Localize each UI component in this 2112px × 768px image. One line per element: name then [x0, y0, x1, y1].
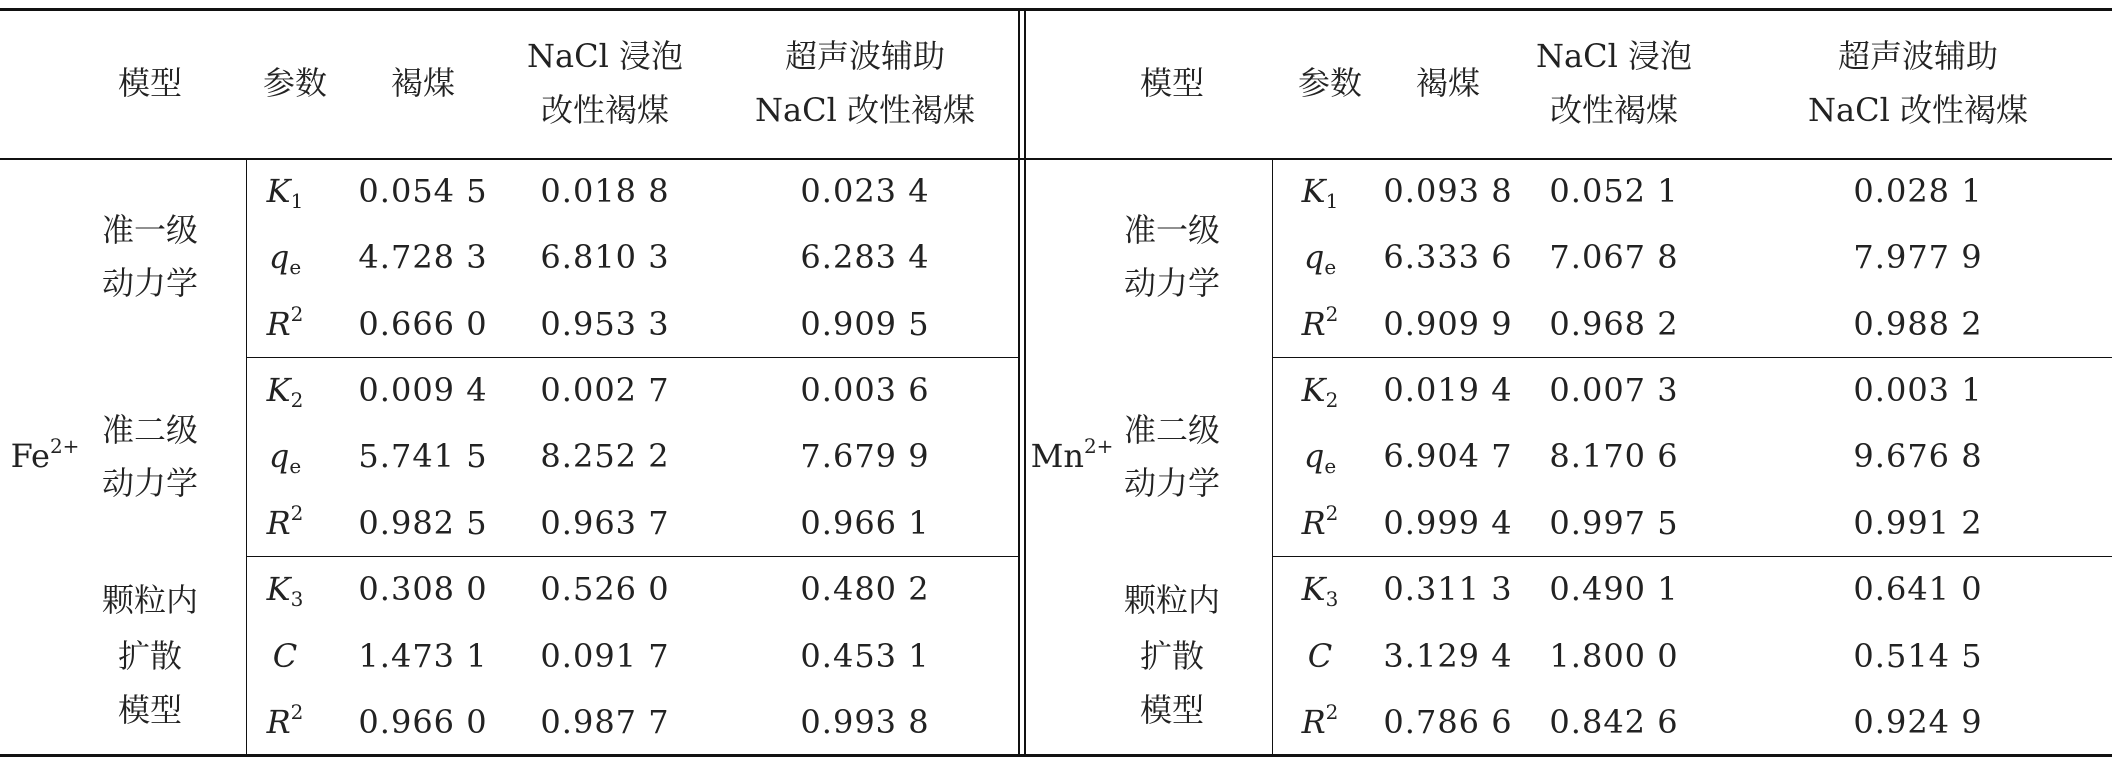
mn-param-1-symbol: q [1303, 238, 1325, 276]
fe-lignite-8: 0.966 0 [358, 703, 488, 741]
fe-param-3 [267, 370, 304, 410]
mn-param-2-sup: 2 [1325, 302, 1339, 326]
fe-lignite-5: 0.982 5 [358, 504, 488, 542]
mn-param-8 [1302, 702, 1339, 742]
mn-us-7: 0.514 5 [1853, 637, 1983, 675]
fe-param-5 [267, 503, 304, 543]
mn-lignite-8: 0.786 6 [1383, 703, 1513, 741]
mn-us-1: 7.977 9 [1853, 238, 1983, 276]
mn-param-4-symbol: q [1303, 437, 1325, 475]
fe-nacl-2: 0.953 3 [540, 305, 670, 343]
fe-param-1-symbol: q [268, 238, 290, 276]
mn-param-8-symbol: R [1301, 703, 1326, 741]
fe-model-ipd-3: 模型 [117, 691, 183, 729]
fe-us-7: 0.453 1 [800, 637, 930, 675]
mn-header-nacl-2: 改性褐煤 [1549, 91, 1679, 129]
fe-param-2-sup: 2 [290, 302, 304, 326]
mn-param-7: C [1307, 637, 1333, 675]
top-rule [0, 8, 2112, 11]
fe-us-4: 7.679 9 [800, 437, 930, 475]
mn-param-6-sub: 3 [1325, 587, 1339, 611]
mn-header-us-2: NaCl 改性褐煤 [1808, 91, 2028, 129]
mn-group-rule-1 [1272, 357, 2112, 358]
fe-nacl-0: 0.018 8 [540, 172, 670, 210]
mn-nacl-3: 0.007 3 [1549, 371, 1679, 409]
fe-param-8-sup: 2 [290, 700, 304, 724]
mn-model-pso-1: 准二级 [1123, 411, 1221, 449]
mn-model-pfo-2: 动力学 [1123, 264, 1221, 302]
fe-param-6-sub: 3 [290, 587, 304, 611]
mn-us-2: 0.988 2 [1853, 305, 1983, 343]
mn-nacl-0: 0.052 1 [1549, 172, 1679, 210]
fe-param-8 [267, 702, 304, 742]
center-divider-2 [1024, 8, 1026, 756]
fe-group-rule-2 [246, 556, 1018, 557]
fe-param-4-sub: e [289, 454, 302, 478]
fe-param-7: C [272, 637, 298, 675]
fe-model-pso-1: 准二级 [101, 411, 199, 449]
fe-header-us-1: 超声波辅助 [784, 37, 946, 75]
fe-lignite-0: 0.054 5 [358, 172, 488, 210]
fe-model-ipd-2: 扩散 [117, 637, 183, 675]
mn-lignite-6: 0.311 3 [1383, 570, 1513, 608]
fe-ion-label [11, 436, 80, 476]
mn-param-5 [1302, 503, 1339, 543]
fe-param-4 [269, 436, 301, 476]
mn-param-4-sub: e [1324, 454, 1337, 478]
fe-header-nacl-2: 改性褐煤 [540, 91, 670, 129]
fe-nacl-1: 6.810 3 [540, 238, 670, 276]
fe-us-6: 0.480 2 [800, 570, 930, 608]
fe-lignite-3: 0.009 4 [358, 371, 488, 409]
mn-param-0-symbol: K [1301, 172, 1326, 210]
mn-ion-label [1031, 436, 1114, 476]
mn-lignite-2: 0.909 9 [1383, 305, 1513, 343]
center-divider [1018, 8, 1020, 756]
mn-param-5-sup: 2 [1325, 501, 1339, 525]
mn-lignite-5: 0.999 4 [1383, 504, 1513, 542]
fe-param-2-symbol: R [266, 305, 291, 343]
bottom-rule [0, 754, 2112, 757]
fe-param-5-symbol: R [266, 504, 291, 542]
mn-lignite-4: 6.904 7 [1383, 437, 1513, 475]
mn-group-rule-2 [1272, 556, 2112, 557]
fe-param-4-symbol: q [268, 437, 290, 475]
fe-lignite-4: 5.741 5 [358, 437, 488, 475]
fe-nacl-7: 0.091 7 [540, 637, 670, 675]
mn-us-8: 0.924 9 [1853, 703, 1983, 741]
fe-param-0 [267, 171, 304, 211]
fe-us-0: 0.023 4 [800, 172, 930, 210]
fe-nacl-5: 0.963 7 [540, 504, 670, 542]
mn-param-1 [1304, 237, 1336, 277]
mn-model-ipd-1: 颗粒内 [1123, 581, 1221, 619]
mn-lignite-3: 0.019 4 [1383, 371, 1513, 409]
mn-lignite-7: 3.129 4 [1383, 637, 1513, 675]
mn-param-6-symbol: K [1301, 570, 1326, 608]
fe-us-8: 0.993 8 [800, 703, 930, 741]
fe-param-1 [269, 237, 301, 277]
fe-model-ipd-1: 颗粒内 [101, 581, 199, 619]
mn-nacl-5: 0.997 5 [1549, 504, 1679, 542]
mn-us-4: 9.676 8 [1853, 437, 1983, 475]
fe-param-5-sup: 2 [290, 501, 304, 525]
mn-nacl-1: 7.067 8 [1549, 238, 1679, 276]
fe-param-8-symbol: R [266, 703, 291, 741]
mn-nacl-6: 0.490 1 [1549, 570, 1679, 608]
fe-us-5: 0.966 1 [800, 504, 930, 542]
fe-lignite-1: 4.728 3 [358, 238, 488, 276]
fe-param-3-symbol: K [266, 371, 291, 409]
mn-model-ipd-2: 扩散 [1139, 637, 1205, 675]
fe-param-0-symbol: K [266, 172, 291, 210]
fe-ion-label-symbol: Fe [10, 437, 50, 475]
mn-header-nacl-1: NaCl 浸泡 [1536, 37, 1692, 75]
fe-lignite-2: 0.666 0 [358, 305, 488, 343]
fe-model-divider [246, 158, 247, 755]
mn-us-5: 0.991 2 [1853, 504, 1983, 542]
fe-nacl-8: 0.987 7 [540, 703, 670, 741]
mn-param-2 [1302, 304, 1339, 344]
mn-model-divider [1272, 158, 1273, 755]
mn-us-0: 0.028 1 [1853, 172, 1983, 210]
fe-header-nacl-1: NaCl 浸泡 [527, 37, 683, 75]
mn-param-4 [1304, 436, 1336, 476]
mn-lignite-1: 6.333 6 [1383, 238, 1513, 276]
mn-model-pfo-1: 准一级 [1123, 211, 1221, 249]
mn-param-3 [1302, 370, 1339, 410]
mn-param-5-symbol: R [1301, 504, 1326, 542]
mn-param-2-symbol: R [1301, 305, 1326, 343]
mn-header-param: 参数 [1297, 64, 1363, 102]
mn-nacl-4: 8.170 6 [1549, 437, 1679, 475]
fe-lignite-7: 1.473 1 [358, 637, 488, 675]
mn-us-3: 0.003 1 [1853, 371, 1983, 409]
header-rule [0, 158, 2112, 160]
mn-ion-label-symbol: Mn [1030, 437, 1084, 475]
mn-param-6 [1302, 569, 1339, 609]
mn-param-3-sub: 2 [1325, 388, 1339, 412]
fe-us-2: 0.909 5 [800, 305, 930, 343]
fe-param-3-sub: 2 [290, 388, 304, 412]
fe-us-3: 0.003 6 [800, 371, 930, 409]
mn-param-1-sub: e [1324, 255, 1337, 279]
mn-lignite-0: 0.093 8 [1383, 172, 1513, 210]
mn-nacl-8: 0.842 6 [1549, 703, 1679, 741]
mn-param-8-sup: 2 [1325, 700, 1339, 724]
mn-header-us-1: 超声波辅助 [1837, 37, 1999, 75]
fe-nacl-6: 0.526 0 [540, 570, 670, 608]
mn-model-ipd-3: 模型 [1139, 691, 1205, 729]
fe-model-pfo-1: 准一级 [101, 211, 199, 249]
mn-header-lignite: 褐煤 [1415, 64, 1481, 102]
fe-us-1: 6.283 4 [800, 238, 930, 276]
fe-param-2 [267, 304, 304, 344]
mn-param-3-symbol: K [1301, 371, 1326, 409]
fe-header-us-2: NaCl 改性褐煤 [755, 91, 975, 129]
fe-lignite-6: 0.308 0 [358, 570, 488, 608]
mn-header-model: 模型 [1139, 64, 1205, 102]
mn-model-pso-2: 动力学 [1123, 464, 1221, 502]
fe-param-0-sub: 1 [290, 189, 304, 213]
fe-param-6-symbol: K [266, 570, 291, 608]
fe-param-6 [267, 569, 304, 609]
mn-param-0 [1302, 171, 1339, 211]
fe-nacl-3: 0.002 7 [540, 371, 670, 409]
mn-nacl-7: 1.800 0 [1549, 637, 1679, 675]
mn-nacl-2: 0.968 2 [1549, 305, 1679, 343]
fe-model-pfo-2: 动力学 [101, 264, 199, 302]
fe-ion-label-sup: 2+ [49, 434, 80, 458]
fe-group-rule-1 [246, 357, 1018, 358]
mn-us-6: 0.641 0 [1853, 570, 1983, 608]
fe-param-1-sub: e [289, 255, 302, 279]
fe-header-model: 模型 [117, 64, 183, 102]
mn-param-0-sub: 1 [1325, 189, 1339, 213]
fe-header-lignite: 褐煤 [390, 64, 456, 102]
fe-nacl-4: 8.252 2 [540, 437, 670, 475]
mn-ion-label-sup: 2+ [1083, 434, 1114, 458]
fe-header-param: 参数 [262, 64, 328, 102]
fe-model-pso-2: 动力学 [101, 464, 199, 502]
